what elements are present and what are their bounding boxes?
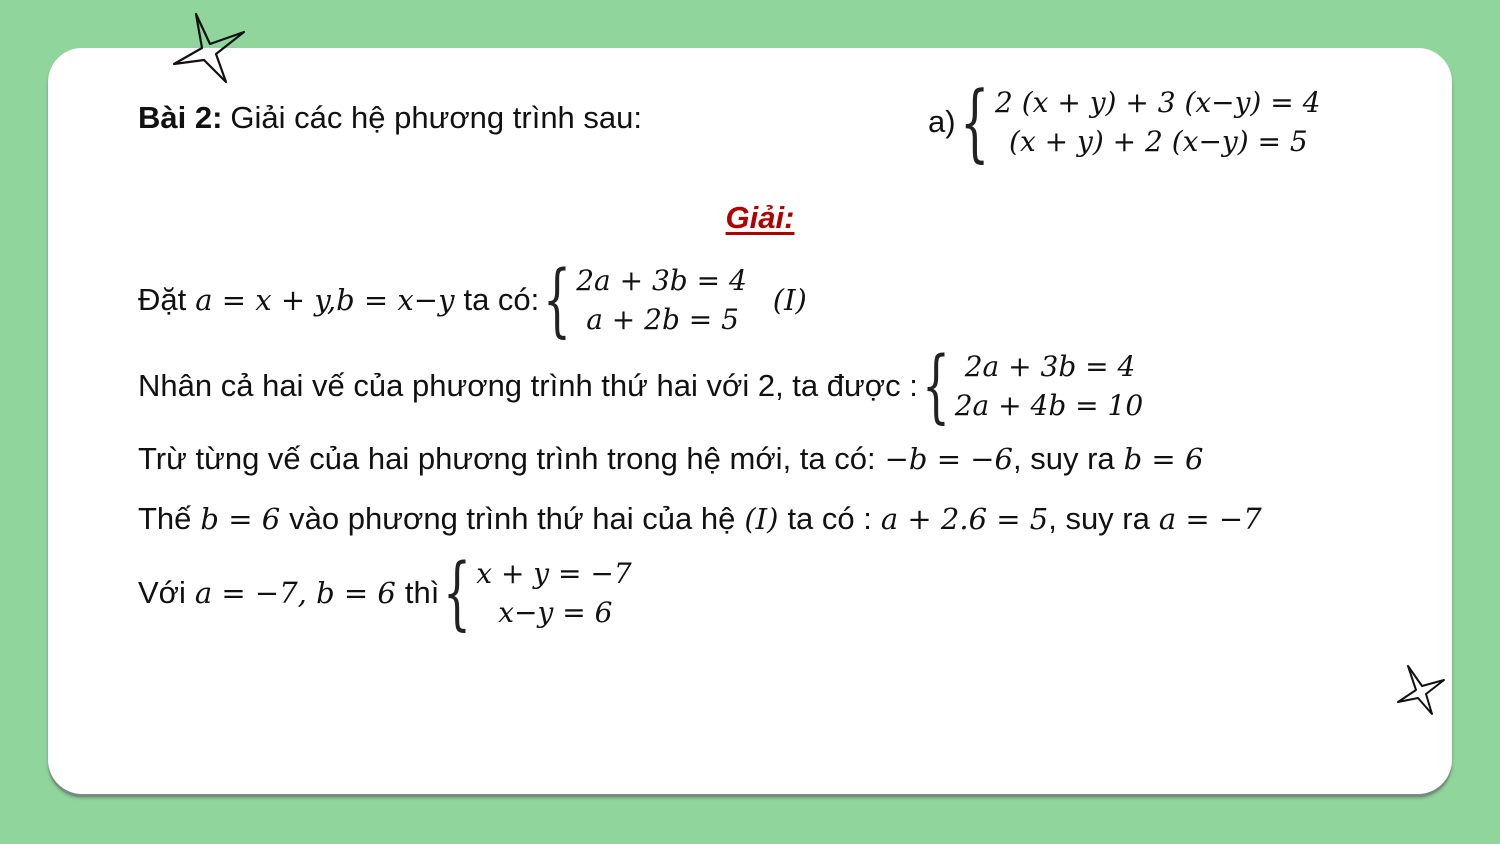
equation-system: { 2a + 3b = 4 2a + 4b = 10 (921, 339, 1144, 432)
math-expression: b = 6 (200, 502, 281, 536)
step-text: Nhân cả hai vế của phương trình thứ hai với 2, ta được : (138, 368, 918, 403)
problem-part-a (928, 73, 1321, 171)
math-expression: a = −7, b = 6 (194, 576, 396, 610)
step-text: Đặt (138, 282, 187, 317)
problem-label: Bài 2: (138, 100, 223, 135)
equation: a + 2b = 5 (586, 303, 739, 336)
math-expression: a = −7 (1158, 502, 1262, 536)
step-text: Thế (138, 501, 192, 536)
equation: x + y = −7 (476, 557, 632, 590)
math-expression: b = 6 (1123, 442, 1204, 476)
step-text: vào phương trình thứ hai của hệ (289, 501, 736, 536)
step-4 (138, 501, 1262, 537)
equation: 2a + 3b = 4 (576, 264, 747, 297)
equation: x−y = 6 (498, 596, 613, 629)
step-5 (138, 546, 632, 639)
step-text: , suy ra (1012, 441, 1115, 476)
solution-heading: Giải: (725, 200, 795, 235)
problem-statement (138, 100, 642, 136)
equation-system: { 2 (x + y) + 3 (x−y) = 4 (x + y) + 2 (x−y) = 5 (959, 73, 1321, 171)
system-tag: (I) (772, 283, 807, 317)
step-text: ta có: (463, 282, 540, 317)
step-3 (138, 441, 1203, 477)
math-expression: a = x + y,b = x−y (195, 283, 455, 317)
step-text: thì (404, 575, 440, 610)
problem-text: Giải các hệ phương trình sau: (230, 100, 643, 135)
step-text: Với (138, 575, 186, 610)
equation: (x + y) + 2 (x−y) = 5 (1009, 125, 1308, 158)
part-label: a) (928, 104, 956, 139)
step-text: Trừ từng vế của hai phương trình trong hệ mới, ta có: (138, 441, 876, 476)
step-text: ta có : (787, 501, 872, 536)
equation: 2a + 4b = 10 (954, 389, 1144, 422)
equation: 2a + 3b = 4 (964, 350, 1136, 383)
math-expression: (I) (744, 502, 779, 536)
sparkle-star-icon (170, 10, 250, 86)
step-2 (138, 339, 1144, 432)
step-text: , suy ra (1048, 501, 1150, 536)
equation: 2 (x + y) + 3 (x−y) = 4 (995, 86, 1321, 119)
equation-system: { 2a + 3b = 4 a + 2b = 5 (543, 253, 747, 346)
sparkle-star-icon (1394, 662, 1450, 718)
equation-system: { x + y = −7 x−y = 6 (443, 546, 632, 639)
math-expression: a + 2.6 = 5 (880, 502, 1049, 536)
step-1 (138, 253, 807, 346)
math-expression: −b = −6 (884, 442, 1013, 476)
